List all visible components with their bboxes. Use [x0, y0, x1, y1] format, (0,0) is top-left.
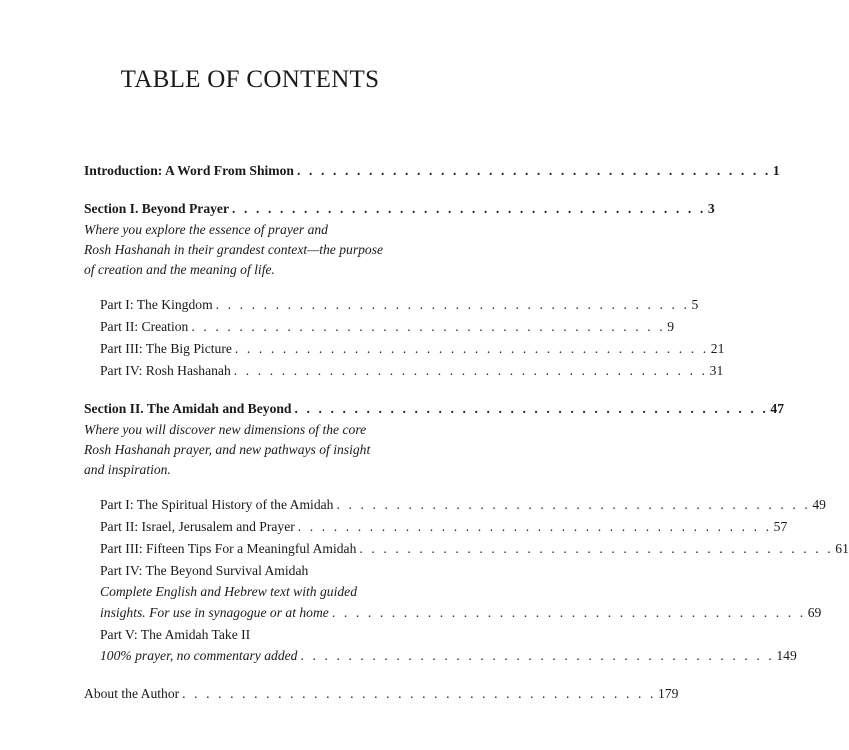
toc-entry-introduction[interactable] — [84, 160, 780, 182]
description-line: Where you will discover new dimensions of the core — [84, 422, 367, 437]
dot-leader: . . . . . . . . . . . . . . . . . . . . . . . . . . . . . . . . . . . . . . . . — [233, 363, 708, 378]
page-title: TABLE OF CONTENTS — [120, 66, 380, 93]
toc-entry-page: 21 — [710, 341, 725, 356]
toc-entry-part[interactable] — [100, 360, 724, 382]
toc-entry-part-4[interactable] — [100, 560, 822, 624]
toc-entry-page: 61 — [835, 541, 849, 556]
toc-entry-label: Part I: The Kingdom — [100, 297, 213, 312]
toc-entry-subtitle: 100% prayer, no commentary added — [100, 648, 298, 663]
toc-entry-label: Part II: Israel, Jerusalem and Prayer — [100, 519, 295, 534]
toc-entry-label: Part I: The Spiritual History of the Amidah — [100, 497, 334, 512]
toc-entry-label: Part IV: The Beyond Survival Amidah — [100, 563, 309, 578]
dot-leader: . . . . . . . . . . . . . . . . . . . . . . . . . . . . . . . . . . . . . . . . — [215, 297, 690, 312]
description-line: of creation and the meaning of life. — [84, 262, 275, 277]
toc-entry-page: 57 — [773, 519, 788, 534]
toc-entry-page: 3 — [707, 201, 715, 216]
toc-entry-page: 1 — [772, 163, 780, 178]
section-1-description — [84, 220, 428, 280]
toc-entry-section-2[interactable] — [84, 398, 784, 420]
toc-entry-part[interactable] — [100, 294, 699, 316]
description-line: Rosh Hashanah in their grandest context—the purpose — [84, 242, 384, 257]
toc-entry-about[interactable] — [84, 683, 679, 705]
toc-entry-page: 31 — [709, 363, 724, 378]
toc-entry-page: 49 — [812, 497, 826, 512]
toc-entry-section-1[interactable] — [84, 198, 715, 220]
toc-entry-label: Section II. The Amidah and Beyond — [84, 401, 292, 416]
dot-leader: . . . . . . . . . . . . . . . . . . . . . . . . . . . . . . . . . . . . . . . . — [297, 163, 771, 178]
dot-leader: . . . . . . . . . . . . . . . . . . . . . . . . . . . . . . . . . . . . . . . . — [234, 341, 709, 356]
toc-entry-page: 149 — [776, 648, 797, 663]
dot-leader: . . . . . . . . . . . . . . . . . . . . . . . . . . . . . . . . . . . . . . . . — [191, 319, 666, 334]
toc-entry-part[interactable] — [100, 516, 788, 538]
toc-entry-part[interactable] — [100, 538, 849, 560]
description-line: Where you explore the essence of prayer and — [84, 222, 328, 237]
toc-entry-label: Part III: The Big Picture — [100, 341, 232, 356]
toc-entry-page: 69 — [807, 605, 822, 620]
toc-entry-label: Introduction: A Word From Shimon — [84, 163, 294, 178]
toc-entry-page: 9 — [667, 319, 675, 334]
table-of-contents — [84, 160, 849, 705]
dot-leader: . . . . . . . . . . . . . . . . . . . . . . . . . . . . . . . . . . . . . . . . — [331, 605, 806, 620]
toc-entry-part[interactable] — [100, 494, 826, 516]
toc-entry-page: 5 — [691, 297, 699, 312]
dot-leader: . . . . . . . . . . . . . . . . . . . . . . . . . . . . . . . . . . . . . . . . — [232, 201, 706, 216]
dot-leader: . . . . . . . . . . . . . . . . . . . . . . . . . . . . . . . . . . . . . . . . — [336, 497, 811, 512]
toc-entry-label: Part III: Fifteen Tips For a Meaningful Amidah — [100, 541, 357, 556]
dot-leader: . . . . . . . . . . . . . . . . . . . . . . . . . . . . . . . . . . . . . . . . — [294, 401, 769, 416]
toc-entry-label: Part IV: Rosh Hashanah — [100, 363, 231, 378]
section-1-parts — [84, 294, 725, 382]
toc-entry-last-line — [100, 645, 797, 667]
toc-entry-label: Section I. Beyond Prayer — [84, 201, 229, 216]
dot-leader: . . . . . . . . . . . . . . . . . . . . . . . . . . . . . . . . . . . . . . . . — [359, 541, 834, 556]
toc-entry-label: Part V: The Amidah Take II — [100, 627, 251, 642]
section-2-parts — [84, 494, 849, 667]
dot-leader: . . . . . . . . . . . . . . . . . . . . . . . . . . . . . . . . . . . . . . . . — [300, 648, 775, 663]
toc-entry-label: About the Author — [84, 686, 180, 701]
toc-entry-part[interactable] — [100, 338, 725, 360]
toc-entry-last-line — [100, 602, 822, 624]
dot-leader: . . . . . . . . . . . . . . . . . . . . . . . . . . . . . . . . . . . . . . . . — [297, 519, 772, 534]
description-line: Rosh Hashanah prayer, and new pathways of insight — [84, 442, 371, 457]
toc-entry-page: 179 — [658, 686, 679, 701]
dot-leader: . . . . . . . . . . . . . . . . . . . . . . . . . . . . . . . . . . . . . . . . — [182, 686, 657, 701]
toc-entry-label: Part II: Creation — [100, 319, 189, 334]
toc-entry-part[interactable] — [100, 316, 675, 338]
toc-entry-page: 47 — [770, 401, 784, 416]
description-line: and inspiration. — [84, 462, 171, 477]
section-2-description — [84, 420, 428, 480]
toc-entry-subtitle: Complete English and Hebrew text with guided — [100, 584, 357, 599]
toc-entry-subtitle: insights. For use in synagogue or at home — [100, 605, 329, 620]
toc-entry-part-5[interactable] — [100, 624, 797, 667]
